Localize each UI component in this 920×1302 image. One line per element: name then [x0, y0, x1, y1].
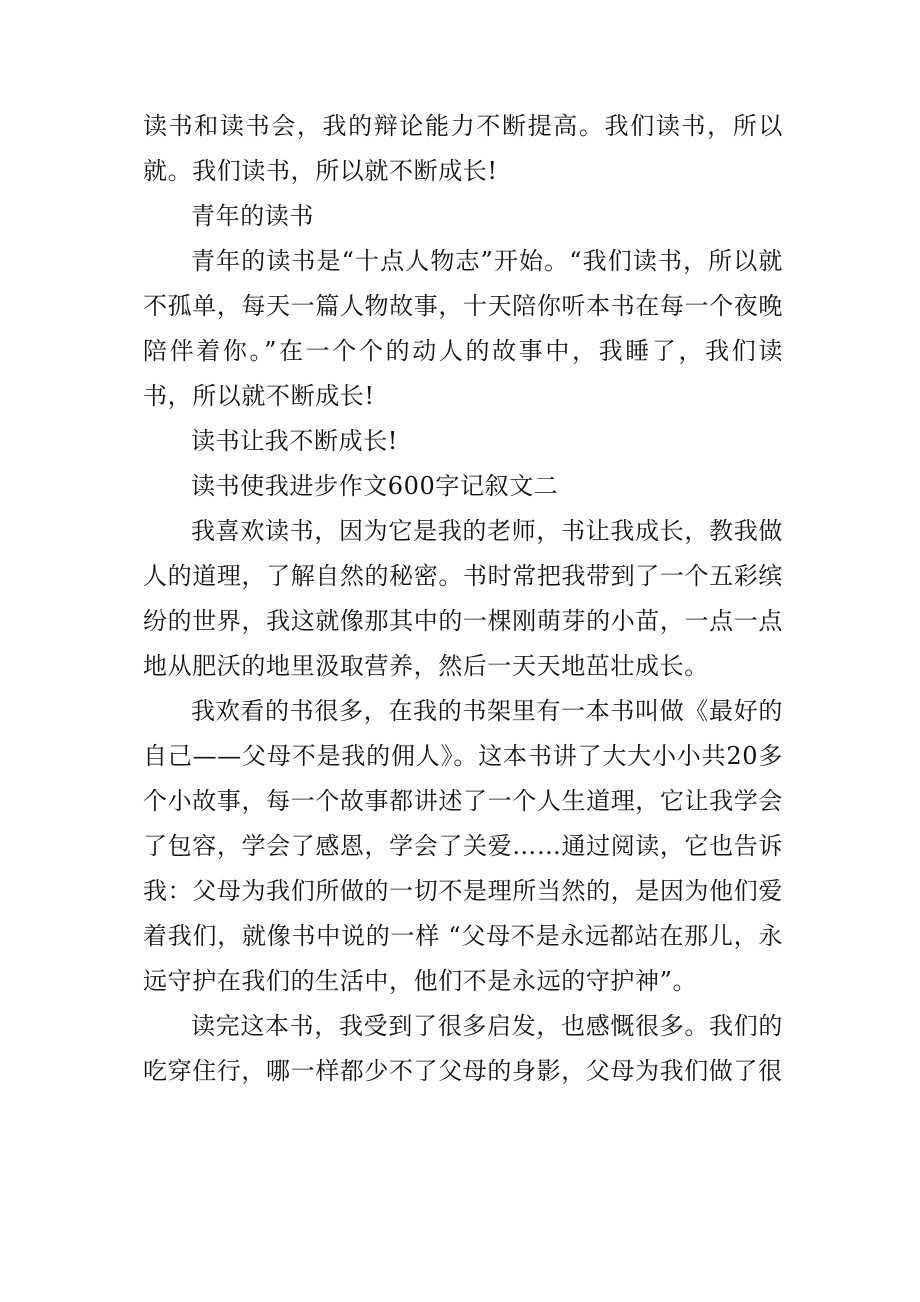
- paragraph-love-reading: 我喜欢读书，因为它是我的老师，书让我成长，教我做人的道理，了解自然的秘密。书时常把我带到了一个五彩缤纷的世界，我这就像那其中的一棵刚萌芽的小苗，一点一点地从肥沃的地里汲取营养，然后一天天地茁壮成长。: [143, 517, 783, 680]
- paragraph-after-reading: 读完这本书，我受到了很多启发，也感慨很多。我们的吃穿住行，哪一样都少不了父母的身影，父母为我们做了很: [143, 1012, 783, 1085]
- section-heading-reading-growth: 读书让我不断成长!: [191, 427, 399, 455]
- section-heading-essay-two: 读书使我进步作文600字记叙文二: [191, 472, 559, 500]
- section-heading-youth-reading: 青年的读书: [191, 202, 314, 230]
- document-body: [143, 104, 783, 1094]
- paragraph-favorite-book: 我欢看的书很多，在我的书架里有一本书叫做《最好的自己——父母不是我的佣人》。这本书讲了大大小小共20多个小故事，每一个故事都讲述了一个人生道理，它让我学会了包容，学会了感恩，学会了关爱……通过阅读，它也告诉我：父母为我们所做的一切不是理所当然的，是因为他们爱着我们，就像书中说的一样 “父母不是永远都站在那儿，永远守护在我们的生活中，他们不是永远的守护神”。: [143, 697, 783, 995]
- paragraph-youth-reading: 青年的读书是“十点人物志”开始。“我们读书，所以就不孤单，每天一篇人物故事，十天陪你听本书在每一个夜晚陪伴着你。”在一个个的动人的故事中，我睡了，我们读书，所以就不断成长!: [143, 247, 783, 410]
- paragraph-reading-club: 读书和读书会，我的辩论能力不断提高。我们读书，所以就。我们读书，所以就不断成长!: [143, 112, 783, 185]
